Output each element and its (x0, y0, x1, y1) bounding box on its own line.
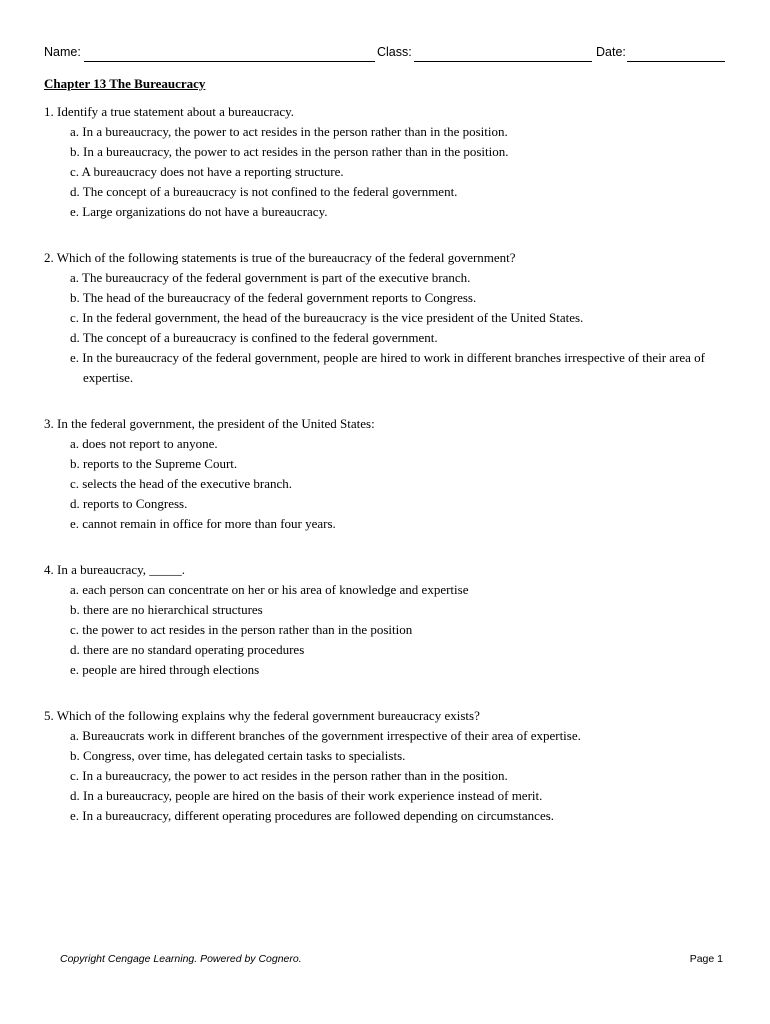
answer-option: a. Bureaucrats work in different branches of the government irrespective of their area of expertise. (70, 728, 581, 743)
student-info-header (44, 45, 725, 65)
answer-option: b. reports to the Supreme Court. (70, 456, 238, 471)
answer-option: a. In a bureaucracy, the power to act resides in the person rather than in the position. (70, 124, 508, 139)
answer-option: d. In a bureaucracy, people are hired on the basis of their work experience instead of merit. (70, 788, 543, 803)
question-stem: 2. Which of the following statements is true of the bureaucracy of the federal government? (44, 250, 516, 265)
copyright-footer: Copyright Cengage Learning. Powered by Cognero. (60, 953, 302, 965)
date-field-line[interactable] (627, 61, 725, 62)
answer-option: b. In a bureaucracy, the power to act resides in the person rather than in the position. (70, 144, 509, 159)
answer-option: c. In the federal government, the head of the bureaucracy is the vice president of the United States. (70, 310, 584, 325)
answer-option: e. In the bureaucracy of the federal government, people are hired to work in different branches irrespective of their area of expertise. (70, 350, 706, 385)
name-field-line[interactable] (84, 61, 375, 62)
answer-option: c. the power to act resides in the person rather than in the position (70, 622, 413, 637)
chapter-title: Chapter 13 The Bureaucracy (44, 76, 206, 91)
class-label: Class: (377, 45, 412, 59)
answer-option: e. cannot remain in office for more than four years. (70, 516, 336, 531)
class-field-line[interactable] (414, 61, 592, 62)
answer-options (44, 580, 734, 680)
answer-options (44, 434, 734, 534)
answer-option: d. The concept of a bureaucracy is not confined to the federal government. (70, 184, 458, 199)
answer-option: e. Large organizations do not have a bureaucracy. (70, 204, 328, 219)
question-stem: 5. Which of the following explains why the federal government bureaucracy exists? (44, 708, 480, 723)
question-5 (44, 706, 734, 826)
answer-options (44, 122, 734, 222)
answer-option: c. A bureaucracy does not have a reporting structure. (70, 164, 344, 179)
answer-option: a. The bureaucracy of the federal government is part of the executive branch. (70, 270, 471, 285)
answer-option: e. In a bureaucracy, different operating procedures are followed depending on circumstances. (70, 808, 555, 823)
question-stem: 4. In a bureaucracy, _____. (44, 562, 186, 577)
answer-options (44, 726, 734, 826)
question-list (44, 102, 734, 826)
quiz-document (44, 74, 734, 852)
answer-option: c. selects the head of the executive branch. (70, 476, 292, 491)
answer-option: b. The head of the bureaucracy of the federal government reports to Congress. (70, 290, 477, 305)
answer-option: a. does not report to anyone. (70, 436, 218, 451)
question-4 (44, 560, 734, 680)
name-label: Name: (44, 45, 81, 59)
answer-option: b. Congress, over time, has delegated certain tasks to specialists. (70, 748, 406, 763)
answer-option: d. reports to Congress. (70, 496, 188, 511)
page-number: Page 1 (689, 953, 723, 965)
answer-option: d. there are no standard operating procedures (70, 642, 305, 657)
question-stem: 1. Identify a true statement about a bureaucracy. (44, 104, 295, 119)
question-3 (44, 414, 734, 534)
answer-option: b. there are no hierarchical structures (70, 602, 263, 617)
question-stem: 3. In the federal government, the president of the United States: (44, 416, 375, 431)
question-2 (44, 248, 734, 388)
question-1 (44, 102, 734, 222)
answer-option: a. each person can concentrate on her or his area of knowledge and expertise (70, 582, 469, 597)
answer-option: e. people are hired through elections (70, 662, 260, 677)
answer-options (44, 268, 734, 388)
date-label: Date: (596, 45, 626, 59)
answer-option: c. In a bureaucracy, the power to act resides in the person rather than in the position. (70, 768, 508, 783)
answer-option: d. The concept of a bureaucracy is confined to the federal government. (70, 330, 438, 345)
